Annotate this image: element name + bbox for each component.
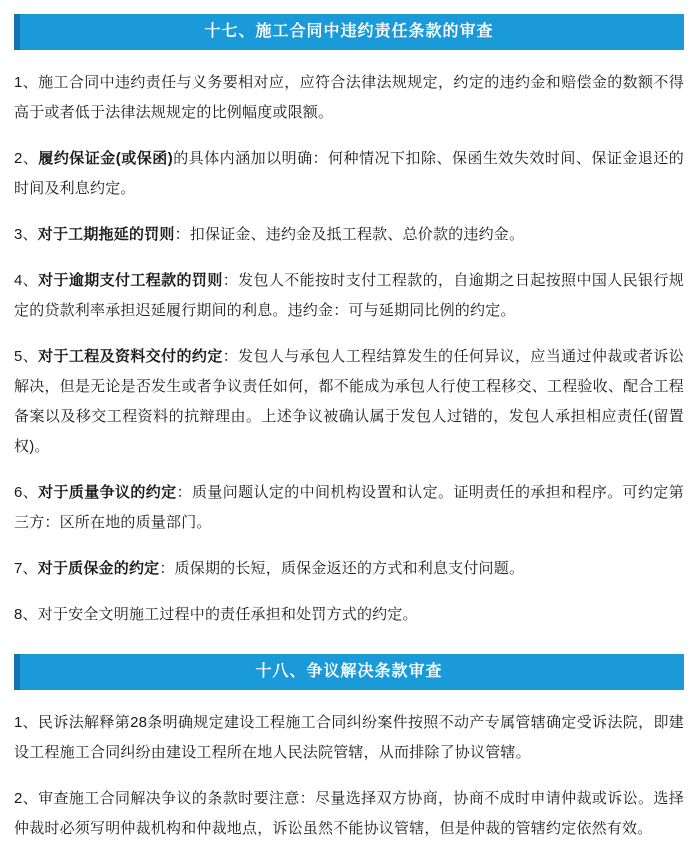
section-heading-17-label: 十七、施工合同中违约责任条款的审查 — [204, 23, 494, 40]
paragraph-17-6-bold: 对于质量争议的约定 — [38, 484, 177, 501]
paragraph-17-6-prefix: 6、 — [14, 484, 39, 501]
section-heading-18 — [14, 654, 684, 690]
paragraph-17-2-text: 的具体内涵加以明确：何种情况下扣除、保函生效失效时间、保证金退还的时间及利息约定。 — [14, 150, 684, 197]
paragraph-17-7-prefix: 7、 — [14, 560, 38, 577]
paragraph-17-7-text: ：质保期的长短，质保金返还的方式和利息支付问题。 — [159, 560, 525, 577]
paragraph-18-1-prefix: 1、 — [14, 714, 39, 731]
section-heading-17 — [14, 14, 684, 50]
paragraph-17-6 — [14, 478, 684, 538]
paragraph-17-2-prefix: 2、 — [14, 150, 39, 167]
paragraph-18-2-text: 审查施工合同解决争议的条款时要注意：尽量选择双方协商，协商不成时申请仲裁或诉讼。选择仲裁时必须写明仲裁机构和仲裁地点，诉讼虽然不能协议管辖，但是仲裁的管辖约定依然有效。 — [14, 790, 684, 837]
paragraph-17-3-prefix: 3、 — [14, 226, 38, 243]
paragraph-17-6-text: ：质量问题认定的中间机构设置和认定。证明责任的承担和程序。可约定第三方：区所在地的质量部门。 — [14, 484, 684, 531]
paragraph-17-5-text: ：发包人与承包人工程结算发生的任何异议，应当通过仲裁或者诉讼解决，但是无论是否发生或者争议责任如何，都不能成为承包人行使工程移交、工程验收、配合工程备案以及移交工程资料的抗辩理由。上述争议被确认属于发包人过错的，发包人承担相应责任(留置权)。 — [14, 348, 684, 455]
paragraph-18-1-text: 民诉法解释第28条明确规定建设工程施工合同纠纷案件按照不动产专属管辖确定受诉法院，即建设工程施工合同纠纷由建设工程所在地人民法院管辖，从而排除了协议管辖。 — [14, 714, 684, 761]
paragraph-18-2-prefix: 2、 — [14, 790, 39, 807]
paragraph-17-3-text: ：扣保证金、违约金及抵工程款、总价款的违约金。 — [174, 226, 525, 243]
paragraph-17-3-bold: 对于工期拖延的罚则 — [37, 226, 175, 243]
paragraph-17-3 — [14, 220, 684, 250]
paragraph-17-2 — [14, 144, 684, 204]
paragraph-17-4-bold: 对于逾期支付工程款的罚则 — [38, 272, 223, 289]
paragraph-17-4-text: ：发包人不能按时支付工程款的，自逾期之日起按照中国人民银行规定的贷款利率承担迟延履行期间的利息。违约金：可与延期同比例的约定。 — [14, 272, 684, 319]
paragraph-17-1-text: 施工合同中违约责任与义务要相对应，应符合法律法规规定，约定的违约金和赔偿金的数额不得高于或者低于法律法规规定的比例幅度或限额。 — [14, 74, 684, 121]
section-heading-18-label: 十八、争议解决条款审查 — [255, 663, 443, 680]
paragraph-17-8-prefix: 8、 — [14, 606, 38, 623]
paragraph-17-7-bold: 对于质保金的约定 — [37, 560, 160, 577]
paragraph-17-5 — [14, 342, 684, 462]
paragraph-17-7 — [14, 554, 684, 584]
paragraph-17-1-prefix: 1、 — [14, 74, 39, 91]
paragraph-17-5-bold: 对于工程及资料交付的约定 — [38, 348, 223, 365]
paragraph-17-8-text: 对于安全文明施工过程中的责任承担和处罚方式的约定。 — [37, 606, 418, 623]
paragraph-17-4 — [14, 266, 684, 326]
paragraph-17-8 — [14, 600, 684, 630]
paragraph-17-4-prefix: 4、 — [14, 272, 39, 289]
paragraph-18-2 — [14, 784, 684, 844]
document-page — [0, 14, 698, 840]
paragraph-18-1 — [14, 708, 684, 768]
paragraph-17-1 — [14, 68, 684, 128]
paragraph-17-2-bold: 履约保证金(或保函) — [38, 150, 173, 167]
paragraph-17-5-prefix: 5、 — [14, 348, 39, 365]
